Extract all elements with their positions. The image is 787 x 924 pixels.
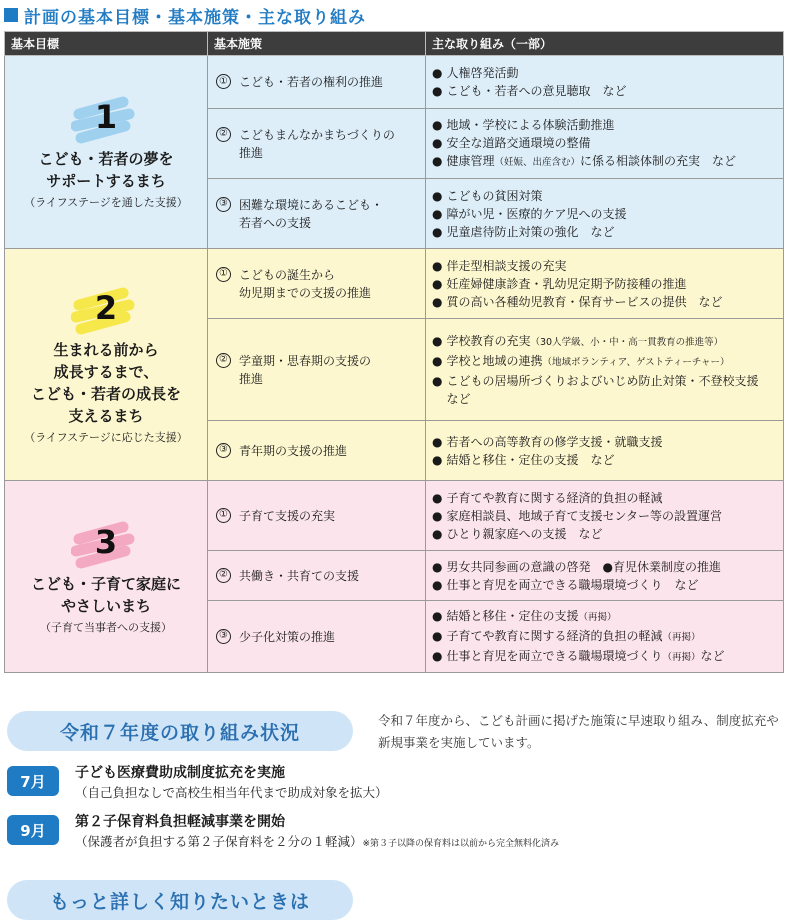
bullet-icon: ● [432, 559, 443, 574]
goal-number: 1 [94, 98, 118, 136]
status-description: 令和７年度から、こども計画に掲げた施策に早速取り組み、制度拡充や新規事業を実施しています。 [378, 713, 779, 750]
list-item [432, 275, 777, 293]
policy-cell [208, 551, 426, 601]
table-header-row [5, 32, 784, 56]
list-item [432, 293, 777, 311]
actions-list [432, 332, 777, 408]
list-item [432, 332, 777, 352]
actions-cell [426, 421, 784, 481]
policy-number: ③ [216, 443, 231, 458]
policy-number: ① [216, 508, 231, 523]
policy-cell [208, 249, 426, 319]
bullet-icon: ● [432, 628, 443, 643]
action-text: 学校と地域の連携 [446, 353, 543, 368]
policy-number: ① [216, 74, 231, 89]
title-square-icon [4, 8, 18, 22]
bullet-icon: ● [432, 648, 443, 663]
section-title [4, 2, 366, 28]
policy-name [239, 196, 383, 232]
action-text: 仕事と育児を両立できる職場環境づくり [446, 648, 663, 663]
bullet-icon: ● [432, 333, 443, 348]
bullet-icon: ● [432, 373, 443, 388]
list-item [432, 489, 777, 507]
policy-cell [208, 179, 426, 249]
actions-list [432, 558, 777, 594]
policy-number: ② [216, 568, 231, 583]
status-item-july [7, 763, 777, 803]
header-goal: 基本目標 [5, 32, 208, 56]
goal-title-line: 支えるまち [68, 406, 144, 425]
actions-cell [426, 109, 784, 179]
bullet-icon: ● [432, 153, 443, 168]
actions-list [432, 116, 777, 172]
list-item [432, 152, 777, 172]
action-text: 児童虐待防止対策の強化 など [446, 224, 615, 239]
action-text: 障がい児・医療的ケア児への支援 [446, 206, 627, 221]
goal-number: 3 [94, 522, 118, 561]
action-text: ひとり親家庭への支援 など [446, 526, 603, 541]
action-note: （再掲） [662, 651, 701, 663]
bullet-icon: ● [432, 353, 443, 368]
goal-title-line: 生まれる前から [53, 340, 159, 359]
policy-number: ① [216, 267, 231, 282]
actions-cell [426, 56, 784, 109]
status-item-detail: （保護者が負担する第２子保育料を２分の１軽減） [75, 834, 363, 849]
action-text: 人権啓発活動 [446, 66, 519, 80]
bullet-icon: ● [432, 577, 443, 592]
action-note: （再掲） [662, 631, 701, 643]
policy-name-line: 青年期の支援の推進 [239, 443, 348, 458]
policy-number: ③ [216, 629, 231, 644]
action-text: 家庭相談員、地域子育て支援センター等の設置運営 [446, 508, 723, 523]
policy-name-line: 推進 [239, 145, 264, 160]
policy-number: ② [216, 127, 231, 142]
header-policy: 基本施策 [208, 32, 426, 56]
action-text: 伴走型相談支援の充実 [446, 258, 567, 273]
list-item [432, 607, 777, 627]
bullet-icon: ● [432, 452, 443, 467]
bullet-icon: ● [432, 508, 443, 523]
goal-subtitle: （ライフステージを通した支援） [24, 196, 188, 209]
list-item [432, 187, 777, 205]
bullet-icon: ● [432, 135, 443, 150]
policy-name-line: 幼児期までの支援の推進 [239, 285, 372, 300]
action-text: 子育てや教育に関する経済的負担の軽減 [446, 490, 663, 505]
policy-name [239, 126, 395, 162]
bullet-icon: ● [432, 294, 443, 309]
bullet-icon: ● [432, 84, 443, 98]
policy-name-line: 若者への支援 [239, 215, 312, 230]
goal-title-line: こども・若者の夢を [38, 150, 174, 168]
policy-name [239, 266, 371, 302]
policy-name [239, 352, 371, 388]
goal-title-line: サポートするまち [46, 172, 166, 190]
list-item [432, 82, 777, 100]
header-actions: 主な取り組み（一部） [426, 32, 784, 56]
status-item-title: 第２子保育料負担軽減事業を開始 [75, 814, 285, 830]
actions-cell [426, 249, 784, 319]
status-item-september [7, 812, 777, 854]
action-text: 結婚と移住・定住の支援 [446, 608, 579, 623]
list-item [432, 116, 777, 134]
bullet-icon: ● [432, 526, 443, 541]
list-item [432, 433, 777, 451]
table-row [5, 249, 784, 319]
action-note: （30人学級、小・中・高一貫教育の推進等） [530, 336, 724, 348]
bullet-icon: ● [432, 117, 443, 132]
action-text: 妊産婦健康診査・乳幼児定期予防接種の推進 [446, 276, 687, 291]
list-item [432, 558, 777, 576]
month-badge: 9月 [7, 815, 59, 845]
status-item-title: 子ども医療費助成制度拡充を実施 [75, 765, 285, 781]
bullet-icon: ● [432, 206, 443, 221]
goal-cell [5, 481, 208, 673]
actions-cell [426, 551, 784, 601]
policy-name [239, 628, 335, 646]
list-item [432, 205, 777, 223]
bullet-icon: ● [432, 66, 443, 80]
action-note: （地域ボランティア、ゲストティーチャー） [542, 356, 730, 368]
actions-cell [426, 179, 784, 249]
action-note: （妊娠、出産含む） [494, 156, 581, 168]
list-item [432, 451, 777, 469]
list-item [432, 507, 777, 525]
goal-title-line: 成長するまで、 [53, 362, 159, 381]
actions-list [432, 489, 777, 543]
policy-name-line: こども・若者の権利の推進 [239, 75, 384, 89]
plan-table-body [5, 56, 784, 673]
goal-subtitle: （ライフステージに応じた支援） [24, 430, 188, 444]
action-text: 子育てや教育に関する経済的負担の軽減 [446, 628, 663, 643]
policy-number: ② [216, 353, 231, 368]
policy-name [239, 442, 347, 460]
action-text: 仕事と育児を両立できる職場環境づくり など [446, 577, 699, 592]
bullet-icon: ● [432, 224, 443, 239]
actions-list [432, 257, 777, 311]
policy-cell [208, 421, 426, 481]
policy-name-line: 共働き・共育ての支援 [239, 568, 360, 583]
bullet-icon: ● [432, 258, 443, 273]
policy-cell [208, 481, 426, 551]
policy-cell [208, 56, 426, 109]
list-item [432, 134, 777, 152]
bullet-icon: ● [432, 276, 443, 291]
list-item [432, 372, 777, 408]
goal-cell [5, 56, 208, 249]
action-text: 男女共同参画の意識の啓発 ●育児休業制度の推進 [446, 559, 721, 574]
policy-name-line: 学童期・思春期の支援の [239, 353, 372, 368]
goal-number-badge [71, 519, 141, 571]
policy-name-line: こどもまんなかまちづくりの [239, 127, 395, 142]
section-title-text: 計画の基本目標・基本施策・主な取り組み [24, 7, 366, 28]
actions-list [432, 64, 777, 100]
action-note: （再掲） [578, 611, 617, 623]
policy-cell [208, 601, 426, 673]
action-text: 若者への高等教育の修学支援・就職支援 [446, 434, 663, 449]
list-item [432, 223, 777, 241]
policy-number: ③ [216, 197, 231, 212]
bullet-icon: ● [432, 434, 443, 449]
actions-list [432, 433, 777, 469]
action-text: 質の高い各種幼児教育・保育サービスの提供 など [446, 294, 723, 309]
table-row [5, 56, 784, 109]
list-item [432, 647, 777, 667]
actions-cell [426, 319, 784, 421]
actions-cell [426, 481, 784, 551]
goal-title-line: やさしいまち [60, 596, 151, 615]
status-title: 令和７年度の取り組み状況 [7, 711, 353, 751]
status-item-detail: （自己負担なしで高校生相当年代まで助成対象を拡大） [75, 785, 388, 800]
goal-number-badge [71, 94, 141, 146]
policy-name [239, 567, 359, 585]
action-text: 安全な道路交通環境の整備 [446, 135, 591, 150]
status-item-note: ※第３子以降の保育料は以前から完全無料化済み [362, 839, 560, 849]
actions-list [432, 607, 777, 667]
goal-number: 2 [94, 288, 118, 327]
policy-cell [208, 319, 426, 421]
policy-name-line: 子育て支援の充実 [239, 508, 336, 523]
policy-name-line: 困難な環境にあるこども・ [239, 197, 384, 212]
action-text-rest: など [700, 648, 725, 663]
actions-list [432, 187, 777, 241]
month-badge: 7月 [7, 766, 59, 796]
action-text: 健康管理 [446, 153, 495, 168]
goal-title-line: こども・若者の成長を [30, 384, 181, 403]
policy-name [239, 507, 335, 525]
action-text: こども・若者への意見聴取 など [446, 84, 627, 98]
goal-subtitle: （子育て当事者への支援） [40, 620, 172, 634]
more-info-title: もっと詳しく知りたいときは [7, 880, 353, 920]
goal-cell [5, 249, 208, 481]
plan-table [4, 31, 784, 673]
action-text: 結婚と移住・定住の支援 など [446, 452, 615, 467]
policy-name-line: こどもの誕生から [239, 267, 336, 282]
list-item [432, 64, 777, 82]
bullet-icon: ● [432, 188, 443, 203]
action-text: こどもの居場所づくりおよびいじめ防止対策・不登校支援 など [446, 373, 771, 406]
goal-title-line: こども・子育て家庭に [30, 574, 181, 593]
action-text: 地域・学校による体験活動推進 [446, 117, 615, 132]
policy-name [239, 73, 383, 91]
action-text-rest: に係る相談体制の充実 など [580, 153, 737, 168]
list-item [432, 525, 777, 543]
goal-number-badge [71, 285, 141, 337]
list-item [432, 352, 777, 372]
policy-name-line: 推進 [239, 371, 264, 386]
list-item [432, 257, 777, 275]
policy-cell [208, 109, 426, 179]
policy-name-line: 少子化対策の推進 [239, 629, 336, 644]
list-item [432, 576, 777, 594]
bullet-icon: ● [432, 490, 443, 505]
list-item [432, 627, 777, 647]
actions-cell [426, 601, 784, 673]
table-row [5, 481, 784, 551]
bullet-icon: ● [432, 608, 443, 623]
action-text: 学校教育の充実 [446, 333, 531, 348]
action-text: こどもの貧困対策 [446, 188, 543, 203]
